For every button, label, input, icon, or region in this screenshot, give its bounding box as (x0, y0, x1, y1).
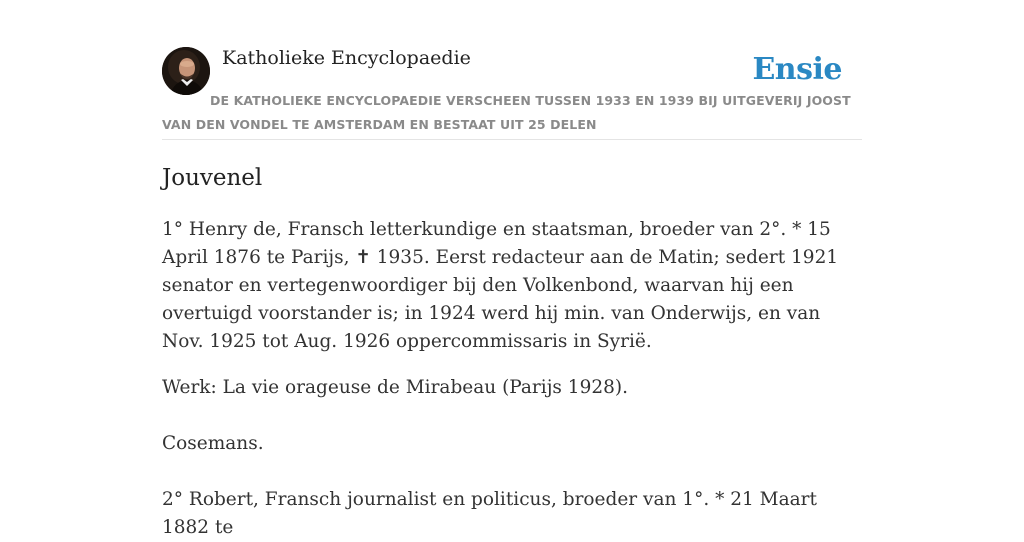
portrait-avatar-icon[interactable] (162, 47, 210, 95)
header-divider (162, 139, 862, 140)
page (162, 0, 862, 538)
site-tagline: DE KATHOLIEKE ENCYCLOPAEDIE VERSCHEEN TUSSEN 1933 EN 1939 BIJ UITGEVERIJ JOOST VAN DEN VONDEL TE AMSTERDAM EN BESTAAT UIT 25 DELEN (162, 93, 851, 132)
article-author: Cosemans. (162, 433, 264, 454)
site-title[interactable]: Katholieke Encyclopaedie (222, 47, 471, 69)
article-paragraph: Werk: La vie orageuse de Mirabeau (Parijs 1928). (162, 377, 628, 398)
article-paragraph: 2° Robert, Fransch journalist en politicus, broeder van 1°. * 21 Maart 1882 te (162, 489, 817, 538)
article-title: Jouvenel (162, 165, 263, 191)
article-paragraph: 1° Henry de, Fransch letterkundige en staatsman, broeder van 2°. * 15 April 1876 te Parijs, ✝ 1935. Eerst redacteur aan de Matin; sedert 1921 senator en vertegenwoordiger bij den Volkenbond, waarvan hij een overtuigd voorstander is; in 1924 werd hij min. van Onderwijs, en van Nov. 1925 tot Aug. 1926 oppercommissaris in Syrië. (162, 219, 839, 352)
brand-logo[interactable]: Ensie (752, 52, 842, 87)
article-body (162, 216, 864, 542)
